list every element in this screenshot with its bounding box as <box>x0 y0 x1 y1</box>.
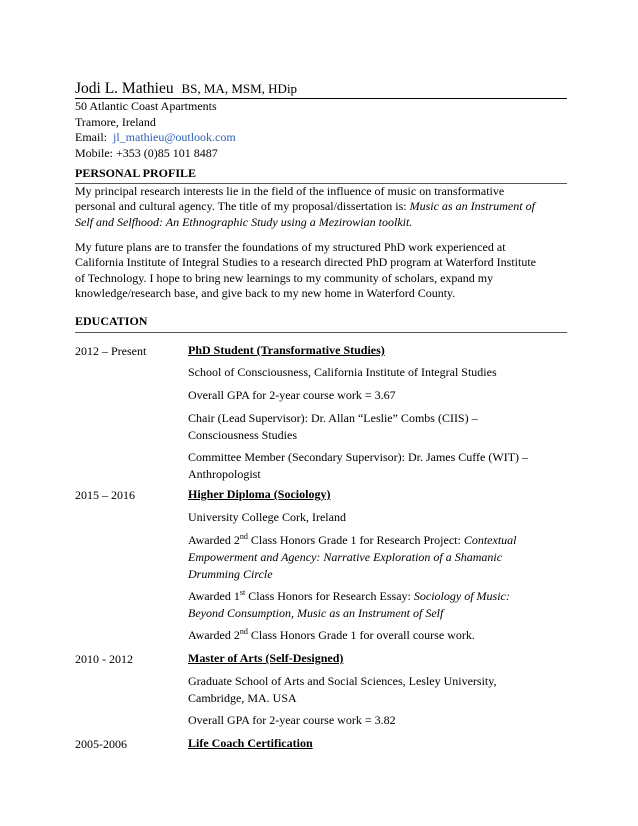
profile-p2-line: My future plans are to transfer the foundations of my structured PhD work experienced at <box>75 240 506 254</box>
profile-p1-line: My principal research interests lie in the field of the influence of music on transformative <box>75 184 505 198</box>
profile-p1-line: personal and cultural agency. The title of my proposal/dissertation is: Music as an Instrument of <box>75 199 535 214</box>
email-label: Email: <box>75 130 107 144</box>
phd-school: School of Consciousness, California Institute of Integral Studies <box>188 365 497 379</box>
contact-block <box>75 99 236 161</box>
profile-p1-line <box>75 215 567 230</box>
credentials: BS, MA, MSM, HDip <box>181 81 298 96</box>
ma-gpa: Overall GPA for 2-year course work = 3.82 <box>188 713 396 727</box>
phd-chair: Chair (Lead Supervisor): Dr. Allan “Leslie” Combs (CIIS) – Consciousness Studies <box>188 411 478 442</box>
coach-title: Life Coach Certification <box>188 736 313 750</box>
full-name: Jodi L. Mathieu <box>75 80 174 97</box>
profile-p2-line: California Institute of Integral Studies to a research directed PhD program at Waterford Institute <box>75 255 536 270</box>
hdip-title: Higher Diploma (Sociology) <box>188 487 331 501</box>
profile-p2-line: of Technology. I hope to bring new learnings to my community of scholars, expand my <box>75 270 494 285</box>
profile-paragraph-1 <box>75 184 567 230</box>
phd-committee: Committee Member (Secondary Supervisor): Dr. James Cuffe (WIT) – Anthropologist <box>188 450 529 481</box>
hdip-award-1: Awarded 2nd Class Honors Grade 1 for Research Project: Contextual Empowerment and Agency: Narrative Exploration of a Shamanic Drumming Circle <box>188 532 517 581</box>
hdip-entry <box>188 486 568 503</box>
phd-title: PhD Student (Transformative Studies) <box>188 343 385 357</box>
hdip-award-3: Awarded 2nd Class Honors Grade 1 for overall course work. <box>188 627 475 642</box>
coach-entry <box>188 735 568 752</box>
hdip-award-2: Awarded 1st Class Honors for Research Essay: Sociology of Music: Beyond Consumption, Music as an Instrument of Self <box>188 588 510 620</box>
email-line <box>75 130 236 146</box>
profile-paragraph-2 <box>75 240 567 301</box>
dissertation-title: Music as an Instrument of <box>409 199 535 214</box>
ma-title: Master of Arts (Self-Designed) <box>188 651 344 665</box>
ma-entry <box>188 650 568 667</box>
phd-date: 2012 – Present <box>75 344 147 358</box>
dissertation-title: Self and Selfhood: An Ethnographic Study using a Mezirowian toolkit. <box>75 214 413 229</box>
ma-date: 2010 - 2012 <box>75 652 133 666</box>
email-link[interactable]: jl_mathieu@outlook.com <box>113 130 236 144</box>
address-line-2: Tramore, Ireland <box>75 114 156 129</box>
mobile-line: Mobile: +353 (0)85 101 8487 <box>75 145 218 160</box>
phd-entry <box>188 342 568 359</box>
education-heading: EDUCATION <box>75 314 148 328</box>
education-divider <box>75 332 567 333</box>
address-line-1: 50 Atlantic Coast Apartments <box>75 99 217 113</box>
phd-gpa: Overall GPA for 2-year course work = 3.67 <box>188 388 396 402</box>
profile-p2-line: knowledge/research base, and give back to my new home in Waterford County. <box>75 285 456 300</box>
resume-header <box>75 80 297 98</box>
coach-date: 2005-2006 <box>75 737 127 751</box>
hdip-school: University College Cork, Ireland <box>188 510 346 524</box>
profile-heading: PERSONAL PROFILE <box>75 166 197 180</box>
ma-school: Graduate School of Arts and Social Sciences, Lesley University, Cambridge, MA. USA <box>188 674 497 705</box>
hdip-date: 2015 – 2016 <box>75 488 135 502</box>
